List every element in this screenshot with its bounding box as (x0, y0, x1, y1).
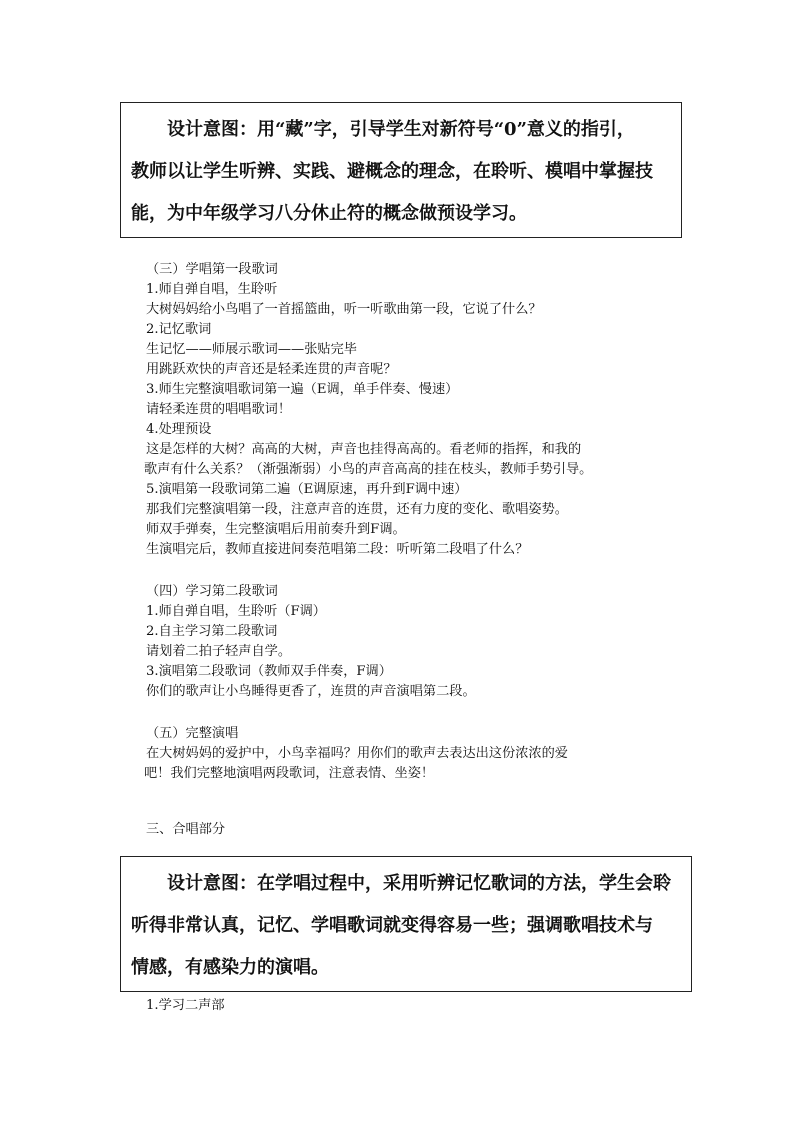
text-line: 大树妈妈给小鸟唱了一首摇篮曲，听一听歌曲第一段，它说了什么？ (146, 302, 542, 317)
design-intent-line: 能，为中年级学习八分休止符的概念做预设学习。 (131, 203, 527, 224)
step-line: 3.师生完整演唱歌词第一遍（E调，单手伴奏、慢速） (146, 382, 459, 397)
lesson-body (146, 260, 706, 784)
step-line: 5.演唱第一段歌词第二遍（E调原速，再升到F调中速） (146, 482, 468, 497)
step-line: 1.师自弹自唱，生聆听（F调） (146, 604, 326, 619)
design-intent-line: 设计意图：用“藏”字，引导学生对新符号“0”意义的指引， (167, 119, 635, 140)
text-line: 那我们完整演唱第一段，注意声音的连贯，还有力度的变化、歌唱姿势。 (146, 502, 568, 517)
text-line: 生演唱完后，教师直接进间奏范唱第二段：听听第二段唱了什么？ (146, 542, 529, 557)
step-line: 4.处理预设 (146, 422, 212, 437)
design-intent-line: 情感，有感染力的演唱。 (131, 957, 329, 978)
step-line: 2.自主学习第二段歌词 (146, 624, 278, 639)
design-intent-box-1 (120, 102, 682, 238)
design-intent-line: 设计意图：在学唱过程中，采用听辨记忆歌词的方法，学生会聆 (167, 873, 671, 894)
text-line: 歌声有什么关系？（渐强渐弱）小鸟的声音高高的挂在枝头，教师手势引导。 (144, 462, 593, 477)
design-intent-line: 听得非常认真，记忆、学唱歌词就变得容易一些；强调歌唱技术与 (131, 915, 653, 936)
design-intent-box-2 (120, 856, 692, 992)
text-line: 生记忆——师展示歌词——张贴完毕 (146, 342, 357, 357)
section-heading: （三）学唱第一段歌词 (146, 262, 278, 277)
text-line: 这是怎样的大树？高高的大树，声音也挂得高高的。看老师的指挥，和我的 (146, 442, 582, 457)
step-line: 2.记忆歌词 (146, 322, 212, 337)
step-line: 1.学习二声部 (146, 998, 225, 1013)
spacer (146, 560, 706, 582)
section-heading: （四）学习第二段歌词 (146, 584, 278, 599)
design-intent-line: 教师以让学生听辨、实践、避概念的理念，在聆听、模唱中掌握技 (131, 161, 653, 182)
section-three-heading: 三、合唱部分 (146, 822, 226, 837)
step-line: 1.师自弹自唱，生聆听 (146, 282, 278, 297)
text-line: 你们的歌声让小鸟睡得更香了，连贯的声音演唱第二段。 (146, 684, 476, 699)
text-line: 吧！我们完整地演唱两段歌词，注意表情、坐姿！ (144, 766, 435, 781)
spacer (146, 702, 706, 724)
text-line: 在大树妈妈的爱护中，小鸟幸福吗？用你们的歌声去表达出这份浓浓的爱 (146, 746, 568, 761)
text-line: 请划着二拍子轻声自学。 (146, 644, 292, 659)
text-line: 用跳跃欢快的声音还是轻柔连贯的声音呢？ (146, 362, 397, 377)
step-line: 3.演唱第二段歌词（教师双手伴奏，F调） (146, 664, 392, 679)
section-heading: （五）完整演唱 (146, 726, 239, 741)
text-line: 请轻柔连贯的唱唱歌词！ (146, 402, 292, 417)
text-line: 师双手弹奏，生完整演唱后用前奏升到F调。 (146, 522, 406, 537)
